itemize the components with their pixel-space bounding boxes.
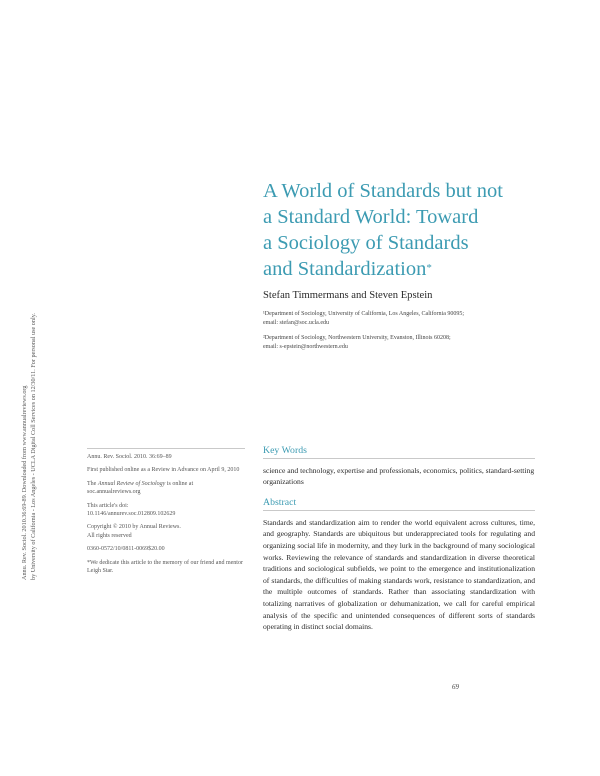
download-watermark xyxy=(20,220,64,580)
online-suffix: is online at soc.annualreviews.org xyxy=(87,480,194,496)
title-line-1: A World of Standards but not xyxy=(263,180,503,202)
issn-line: 0360-0572/10/0811-0069$20.00 xyxy=(87,546,165,553)
download-note-line-2: by University of California - Los Angeles - UCLA Digital Coll Services on 12/30/11. For personal use only. xyxy=(30,313,37,580)
online-prefix: The xyxy=(87,480,98,487)
affiliation-1-address: ¹Department of Sociology, University of California, Los Angeles, California 90095; xyxy=(263,311,465,317)
abstract-heading: Abstract xyxy=(263,497,535,511)
title-line-2: a Standard World: Toward xyxy=(263,206,479,228)
title-line-3: a Sociology of Standards xyxy=(263,232,469,254)
citation: Annu. Rev. Sociol. 2010. 36:69–89 xyxy=(87,454,172,460)
rights-line: All rights reserved xyxy=(87,532,132,539)
copyright-line: Copyright © 2010 by Annual Reviews. xyxy=(87,524,181,531)
affiliation-1-email: email: stefan@soc.ucla.edu xyxy=(263,320,329,327)
author-list: Stefan Timmermans and Steven Epstein xyxy=(263,290,433,301)
dedication-note: *We dedicate this article to the memory of our friend and mentor Leigh Star. xyxy=(87,559,243,575)
keywords-heading: Key Words xyxy=(263,445,535,459)
online-note xyxy=(87,480,245,497)
page-number: 69 xyxy=(452,683,459,691)
title-line-4: and Standardization xyxy=(263,258,427,280)
abstract-text: Standards and standardization aim to render the world equivalent across cultures, time, and geography. Standards are ubiquitous but underappreciated tools for regulating and organizing social life in modernity, and they lurk in the background of many sociological works. Reviewing the relevance of standards and standardization in diverse theoretical traditions and sociological subfields, we point to the emergence and institutionalization of standards, the difficulties of making standards work, resistance to standardization, and the multiple outcomes of standards. Rather than associating standardization with totalizing narratives of globalization or dehumanization, we call for careful empirical analysis of the specific and unintended consequences of different sorts of standards operating in distinct social domains. xyxy=(263,517,535,632)
first-published-note: First published online as a Review in Advance on April 9, 2010 xyxy=(87,467,240,474)
keywords-text: science and technology, expertise and professionals, economics, politics, standard-setting organizations xyxy=(263,466,535,487)
doi-label: This article's doi: xyxy=(87,502,129,509)
affiliation-2-email: email: s-epstein@northwestern.edu xyxy=(263,344,348,351)
doi-value: 10.1146/annurev.soc.012809.102629 xyxy=(87,511,176,518)
summary-column xyxy=(263,445,535,633)
doi-block xyxy=(87,502,245,519)
affiliation-1 xyxy=(263,310,523,329)
article-title xyxy=(263,178,563,282)
title-footnote-mark: * xyxy=(426,262,432,274)
affiliation-2 xyxy=(263,334,523,353)
copyright-block xyxy=(87,523,245,540)
article-info-column xyxy=(87,448,245,580)
info-divider xyxy=(87,448,245,449)
download-note-line-1: Annu. Rev. Sociol. 2010.36:69-89. Downloaded from www.annualreviews.org xyxy=(21,385,28,580)
journal-name: Annual Review of Sociology xyxy=(97,480,166,487)
affiliation-2-address: ²Department of Sociology, Northwestern University, Evanston, Illinois 60208; xyxy=(263,335,451,341)
